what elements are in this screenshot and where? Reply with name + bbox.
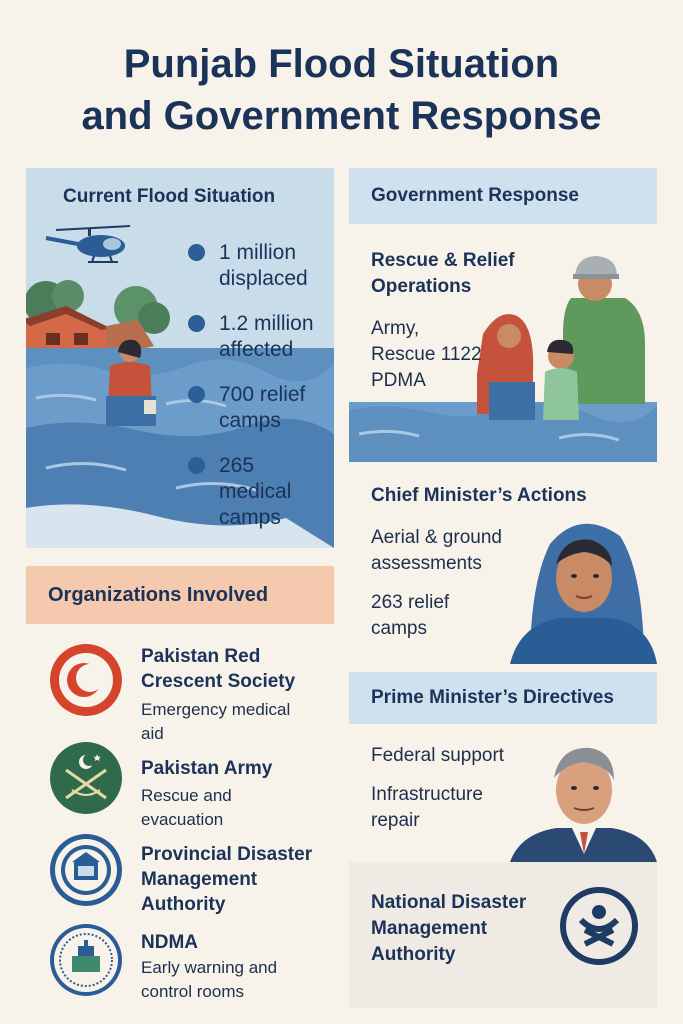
stat-label: medical bbox=[219, 480, 292, 503]
org-name: Pakistan Army bbox=[141, 758, 273, 779]
stat-value: 1.2 million bbox=[219, 312, 314, 335]
pdma-seal-icon bbox=[48, 832, 124, 908]
stat-value: 1 million bbox=[219, 241, 297, 264]
org-pakistan-army bbox=[48, 740, 338, 830]
rescue-title: Operations bbox=[371, 276, 472, 297]
chief-minister-title: Chief Minister’s Actions bbox=[371, 485, 587, 506]
stat-label: camps bbox=[219, 409, 281, 432]
org-red-crescent bbox=[48, 642, 338, 743]
pm-text: Federal support bbox=[371, 745, 505, 766]
org-desc: evacuation bbox=[141, 810, 224, 829]
rescue-text: Rescue 1122 bbox=[371, 344, 482, 365]
page-title bbox=[0, 38, 683, 142]
organizations-heading: Organizations Involved bbox=[26, 566, 334, 624]
org-pdma bbox=[48, 832, 338, 922]
stat-affected bbox=[188, 311, 334, 363]
stat-label: affected bbox=[219, 338, 294, 361]
org-name: Provincial Disaster bbox=[141, 844, 313, 865]
org-name: Authority bbox=[141, 894, 226, 915]
org-desc: control rooms bbox=[141, 982, 244, 1001]
pm-text: repair bbox=[371, 810, 420, 831]
stat-label: displaced bbox=[219, 267, 308, 290]
cm-text: assessments bbox=[371, 553, 482, 574]
prime-minister-portrait bbox=[510, 736, 657, 862]
org-desc: Early warning and bbox=[141, 958, 278, 977]
org-name: Pakistan Red bbox=[141, 646, 261, 667]
flood-situation-panel bbox=[26, 168, 334, 548]
rescue-title: Rescue & Relief bbox=[371, 250, 515, 271]
red-crescent-icon bbox=[48, 642, 124, 718]
stat-label: camps bbox=[219, 506, 281, 529]
cm-text: camps bbox=[371, 618, 427, 639]
stat-value: 700 relief bbox=[219, 383, 306, 406]
chief-minister-portrait bbox=[510, 514, 657, 664]
stat-relief-camps bbox=[188, 382, 334, 434]
rescue-text: Army, bbox=[371, 318, 420, 339]
rescue-relief-panel bbox=[349, 224, 657, 462]
ndma-name: Management bbox=[371, 918, 488, 939]
org-name: Management bbox=[141, 869, 258, 890]
bullet-icon bbox=[188, 244, 205, 261]
stat-displaced bbox=[188, 240, 334, 292]
pm-text: Infrastructure bbox=[371, 784, 483, 805]
prime-minister-heading: Prime Minister’s Directives bbox=[349, 672, 657, 724]
org-ndma bbox=[48, 922, 338, 1012]
org-desc: aid bbox=[141, 724, 164, 743]
org-name: NDMA bbox=[141, 932, 198, 953]
army-crest-icon bbox=[48, 740, 124, 816]
bullet-icon bbox=[188, 386, 205, 403]
ndma-panel bbox=[349, 862, 657, 1008]
cm-text: 263 relief bbox=[371, 592, 450, 613]
ndma-name: National Disaster bbox=[371, 892, 527, 913]
bullet-icon bbox=[188, 457, 205, 474]
flood-situation-heading: Current Flood Situation bbox=[63, 186, 276, 207]
title-line-2: and Government Response bbox=[81, 94, 602, 138]
org-desc: Rescue and bbox=[141, 786, 232, 805]
ndma-logo-icon bbox=[559, 886, 639, 966]
ndma-seal-icon bbox=[48, 922, 124, 998]
title-line-1: Punjab Flood Situation bbox=[123, 42, 560, 86]
helicopter-icon bbox=[46, 226, 130, 262]
org-desc: Emergency medical bbox=[141, 700, 291, 719]
rescue-text: PDMA bbox=[371, 370, 426, 391]
cm-text: Aerial & ground bbox=[371, 527, 502, 548]
org-name: Crescent Society bbox=[141, 671, 296, 692]
stat-value: 265 bbox=[219, 454, 255, 477]
stat-medical-camps bbox=[188, 453, 334, 531]
ndma-name: Authority bbox=[371, 944, 456, 965]
government-response-heading: Government Response bbox=[349, 168, 657, 224]
bullet-icon bbox=[188, 315, 205, 332]
